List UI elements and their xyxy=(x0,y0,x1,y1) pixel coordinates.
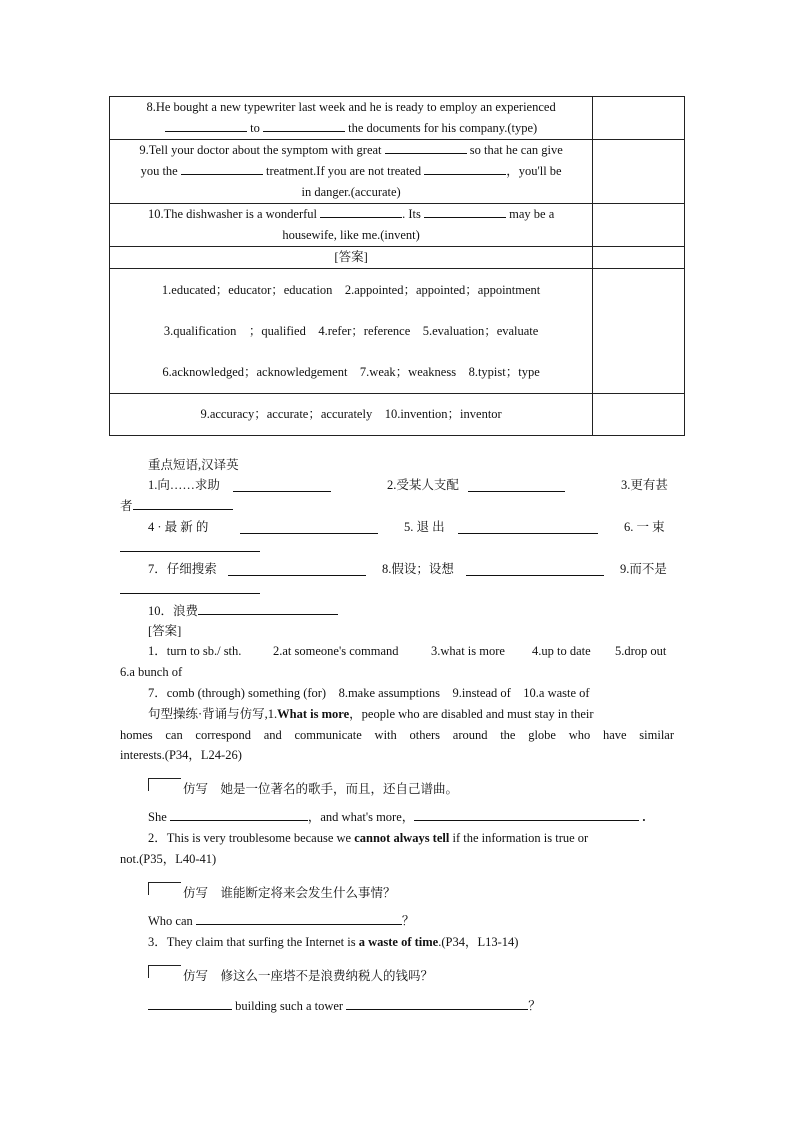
answer-blank[interactable] xyxy=(198,602,338,615)
answer-blank[interactable] xyxy=(196,912,402,925)
sentence-2: 2．This is very troublesome because we cannot always tell if the information is true or xyxy=(148,831,589,845)
phrase-line xyxy=(120,538,674,559)
imitate-prompt: 仿写 她是一位著名的歌手，而且，还自己谱曲。 xyxy=(183,782,459,796)
score-cell xyxy=(593,140,685,204)
answer-blank[interactable] xyxy=(133,497,233,510)
table-row xyxy=(110,394,685,436)
sentence-1: 句型操练·背诵与仿写,1.What is more，people who are disabled and must stay in their xyxy=(148,707,594,721)
imitate-bracket-icon xyxy=(148,882,181,895)
fill-line: She ，and what's more， . xyxy=(148,810,646,824)
question-9: 9.Tell your doctor about the symptom with great so that he can give you the treatment.If you are not treated ，you'll be in danger.(accurate) xyxy=(110,140,593,204)
phrases-answer-label: [答案] xyxy=(148,624,182,638)
sentence-1: interests.(P34，L24-26) xyxy=(120,748,242,762)
answer-blank[interactable] xyxy=(468,479,565,492)
question-8: 8.He bought a new typewriter last week and he is ready to employ an experienced to the documents for his company.(type) xyxy=(110,97,593,140)
question-10: 10.The dishwasher is a wonderful . Its may be a housewife, like me.(invent) xyxy=(110,204,593,247)
table-row xyxy=(110,247,685,269)
imitate-bracket-icon xyxy=(148,778,181,791)
answer-blank[interactable] xyxy=(165,119,247,132)
sentence-1: homes can correspond and communicate with others around the globe who have similar xyxy=(120,728,674,742)
exercise-table xyxy=(109,96,685,436)
answer-blank[interactable] xyxy=(181,162,263,175)
score-cell xyxy=(593,394,685,436)
answer-blank[interactable] xyxy=(466,563,604,576)
score-cell xyxy=(593,204,685,247)
answer-blank[interactable] xyxy=(424,205,506,218)
table-row xyxy=(110,269,685,394)
fill-line: building such a tower ？ xyxy=(148,996,702,1017)
answer-blank[interactable] xyxy=(424,162,506,175)
answer-blank[interactable] xyxy=(120,539,260,552)
table-row xyxy=(110,204,685,247)
score-cell xyxy=(593,269,685,394)
phrases-answers: 7．comb (through) something (for) 8.make assumptions 9.instead of 10.a waste of xyxy=(148,686,590,700)
phrase-line: 10．浪费 xyxy=(148,601,702,622)
answer-blank[interactable] xyxy=(320,205,402,218)
answer-blank[interactable] xyxy=(233,479,331,492)
answer-blank[interactable] xyxy=(148,997,232,1010)
answer-blank[interactable] xyxy=(414,808,639,821)
sentence-3: 3．They claim that surfing the Internet is a waste of time.(P34，L13-14) xyxy=(148,935,519,949)
imitate-prompt: 仿写 谁能断定将来会发生什么事情？ xyxy=(183,886,396,900)
fill-line: Who can ？ xyxy=(148,914,415,928)
answer-blank[interactable] xyxy=(120,581,260,594)
score-cell xyxy=(593,247,685,269)
sentence-2: not.(P35，L40-41) xyxy=(120,852,217,866)
phrases-heading: 重点短语,汉译英 xyxy=(148,458,239,472)
table-row xyxy=(110,97,685,140)
imitate-prompt: 仿写 修这么一座塔不是浪费纳税人的钱吗？ xyxy=(183,969,434,983)
answer-blank[interactable] xyxy=(458,521,598,534)
answer-blank[interactable] xyxy=(240,521,378,534)
answer-blank[interactable] xyxy=(385,141,467,154)
answer-blank[interactable] xyxy=(170,808,308,821)
imitate-bracket-icon xyxy=(148,965,181,978)
answer-blank[interactable] xyxy=(346,997,528,1010)
phrase-line xyxy=(120,580,674,601)
answer-block: 9.accuracy；accurate；accurately 10.invention；inventor xyxy=(110,394,593,436)
phrase-line: 者 xyxy=(120,496,674,517)
score-cell xyxy=(593,97,685,140)
answer-blank[interactable] xyxy=(228,563,366,576)
answer-label: [答案] xyxy=(110,247,593,269)
answer-block: 1.educated；educator；education 2.appointed；appointed；appointment 3.qualification ；qualified 4.refer；reference 5.evaluation；evaluate 6.acknowledged；acknowledgement 7.weak；weakness 8.typist；type xyxy=(110,269,593,394)
table-row xyxy=(110,140,685,204)
answer-blank[interactable] xyxy=(263,119,345,132)
phrases-answers: 6.a bunch of xyxy=(120,665,183,679)
